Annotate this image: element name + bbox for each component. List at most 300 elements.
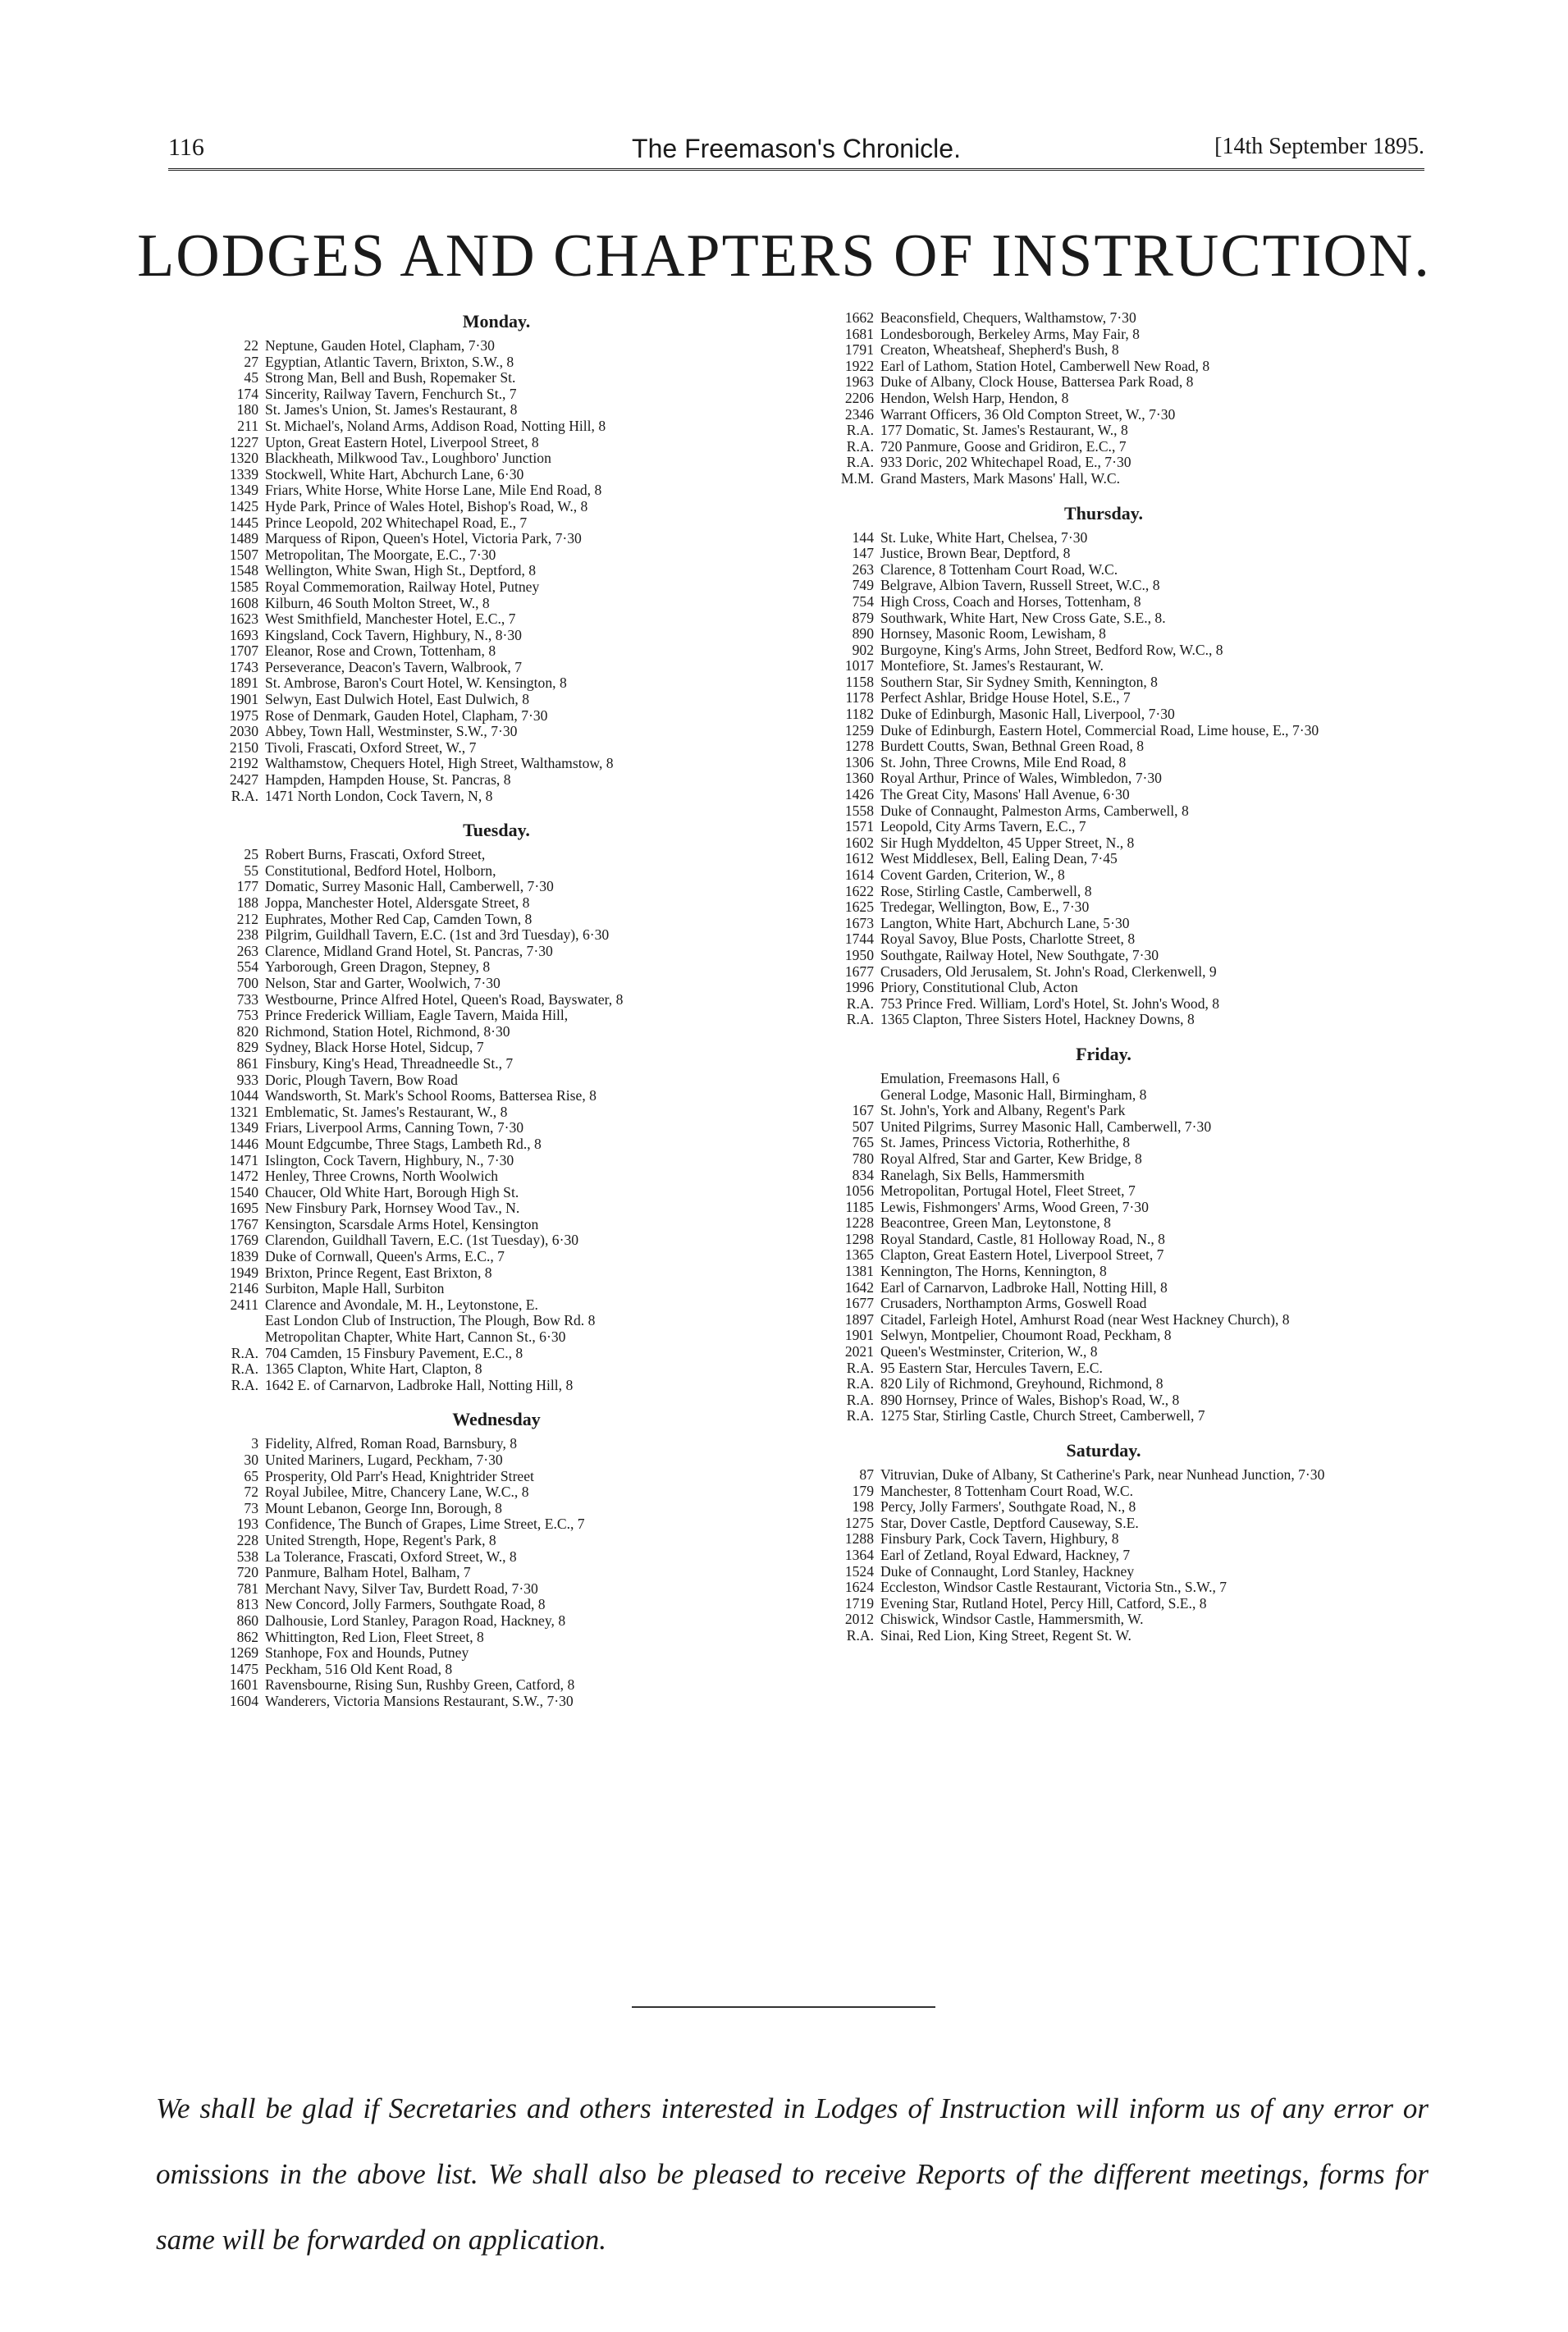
lodge-details: Constitutional, Bedford Hotel, Holborn, <box>265 862 496 879</box>
lodge-entry <box>217 1484 775 1501</box>
lodge-number: 1719 <box>844 1594 874 1612</box>
lodge-entry <box>217 547 775 564</box>
lodge-entry <box>217 1694 775 1710</box>
lodge-entry <box>833 755 1374 771</box>
lodge-number: 834 <box>852 1166 874 1183</box>
lodge-details: Warrant Officers, 36 Old Compton Street, W., 7·30 <box>880 405 1176 423</box>
lodge-entry <box>217 756 775 772</box>
lodge-entry <box>833 1247 1374 1264</box>
lodge-number: 538 <box>236 1548 258 1565</box>
lodge-details: Selwyn, East Dulwich Hotel, East Dulwich, 8 <box>265 691 530 708</box>
lodge-details: Westbourne, Prince Alfred Hotel, Queen's Road, Bayswater, 8 <box>265 990 624 1008</box>
lodge-entry <box>217 370 775 386</box>
lodge-details: Sir Hugh Myddelton, 45 Upper Street, N., 8 <box>880 834 1135 851</box>
lodge-details: Kilburn, 46 South Molton Street, W., 8 <box>265 594 490 611</box>
lodge-number <box>833 1087 880 1104</box>
lodge-details: Rose, Stirling Castle, Camberwell, 8 <box>880 882 1092 899</box>
lodge-number: 813 <box>236 1596 258 1613</box>
lodge-details: Prosperity, Old Parr's Head, Knightrider Street <box>265 1467 534 1484</box>
lodge-number: 1185 <box>845 1198 874 1215</box>
lodge-number: 1585 <box>229 578 258 595</box>
lodge-entry <box>217 418 775 435</box>
lodge-details: Egyptian, Atlantic Tavern, Brixton, S.W., 8 <box>265 353 514 370</box>
lodge-entry <box>217 1200 775 1217</box>
lodge-entry <box>833 867 1374 884</box>
lodge-number: 1182 <box>845 706 874 723</box>
lodge-details: Doric, Plough Tavern, Bow Road <box>265 1071 458 1088</box>
lodge-number: 1320 <box>229 450 258 467</box>
lodge-details: Burgoyne, King's Arms, John Street, Bedford Row, W.C., 8 <box>880 641 1223 658</box>
lodge-details: Belgrave, Albion Tavern, Russell Street, W.C., 8 <box>880 577 1160 594</box>
lodge-details: Stockwell, White Hart, Abchurch Lane, 6·30 <box>265 465 524 482</box>
lodge-entry <box>217 847 775 863</box>
lodge-details: Londesborough, Berkeley Arms, May Fair, 8 <box>880 325 1140 342</box>
lodge-number: 1622 <box>844 882 874 899</box>
lodge-number: 1681 <box>844 325 874 342</box>
lodge-number: 1950 <box>844 946 874 963</box>
lodge-details: Friars, Liverpool Arms, Canning Town, 7·30 <box>265 1119 524 1136</box>
tuesday-list <box>217 847 775 1393</box>
lodge-details: Duke of Connaught, Lord Stanley, Hackney <box>880 1562 1135 1580</box>
lodge-number: 1278 <box>844 738 874 755</box>
lodge-number: 188 <box>236 894 258 911</box>
lodge-entry <box>217 1313 775 1329</box>
lodge-number: 174 <box>236 385 258 402</box>
lodge-details: Nelson, Star and Garter, Woolwich, 7·30 <box>265 974 501 991</box>
lodge-details: St. Michael's, Noland Arms, Addison Road, Notting Hill, 8 <box>265 417 606 434</box>
lodge-details: Yarborough, Green Dragon, Stepney, 8 <box>265 958 491 976</box>
lodge-number: 507 <box>852 1118 874 1135</box>
lodge-details: Grand Masters, Mark Masons' Hall, W.C. <box>880 469 1120 487</box>
lodge-details: Richmond, Station Hotel, Richmond, 8·30 <box>265 1022 510 1040</box>
lodge-details: Clarendon, Guildhall Tavern, E.C. (1st Tuesday), 6·30 <box>265 1232 579 1249</box>
lodge-number: 1602 <box>844 834 874 851</box>
lodge-details: Tivoli, Frascati, Oxford Street, W., 7 <box>265 738 477 756</box>
lodge-entry <box>833 562 1374 578</box>
lodge-entry <box>833 642 1374 659</box>
lodge-number: 1695 <box>229 1200 258 1217</box>
lodge-details: Sydney, Black Horse Hotel, Sidcup, 7 <box>265 1039 484 1056</box>
lodge-entry <box>217 708 775 725</box>
lodge-details: Langton, White Hart, Abchurch Lane, 5·30 <box>880 914 1130 931</box>
lodge-number: 1472 <box>229 1168 258 1185</box>
lodge-details: Chiswick, Windsor Castle, Hammersmith, W. <box>880 1611 1144 1628</box>
lodge-entry <box>217 1378 775 1394</box>
lodge-number: 1604 <box>229 1692 258 1709</box>
running-title: The Freemason's Chronicle. <box>632 134 961 163</box>
lodge-entry <box>833 916 1374 932</box>
lodge-number: 2427 <box>229 771 258 789</box>
lodge-details: Southwark, White Hart, New Cross Gate, S.E., 8. <box>880 609 1166 626</box>
lodge-number: 2346 <box>844 405 874 423</box>
lodge-details: Wanderers, Victoria Mansions Restaurant, S.W., 7·30 <box>265 1692 574 1709</box>
lodge-details: Kensington, Scarsdale Arms Hotel, Kensington <box>265 1215 539 1232</box>
lodge-details: Earl of Lathom, Station Hotel, Camberwell New Road, 8 <box>880 357 1210 374</box>
lodge-number: R.A. <box>846 1359 874 1376</box>
lodge-details: United Mariners, Lugard, Peckham, 7·30 <box>265 1452 503 1468</box>
lodge-number: 1524 <box>844 1562 874 1580</box>
lodge-number: 22 <box>244 337 258 354</box>
lodge-number: R.A. <box>231 1376 258 1393</box>
lodge-number: 144 <box>852 528 874 546</box>
lodge-number: 1791 <box>844 341 874 359</box>
lodge-details: 820 Lily of Richmond, Greyhound, Richmond, 8 <box>880 1375 1163 1392</box>
lodge-number: R.A. <box>846 995 874 1012</box>
lodge-details: Finsbury Park, Cock Tavern, Highbury, 8 <box>880 1530 1119 1548</box>
lodge-details: Royal Arthur, Prince of Wales, Wimbledon, 7·30 <box>880 770 1162 787</box>
day-heading-monday: Monday. <box>462 311 531 332</box>
lodge-details: Earl of Zetland, Royal Edward, Hackney, 7 <box>880 1546 1131 1563</box>
lodge-entry <box>217 435 775 451</box>
lodge-number: 1321 <box>229 1103 258 1120</box>
lodge-details: United Pilgrims, Surrey Masonic Hall, Camberwell, 7·30 <box>880 1118 1212 1135</box>
lodge-details: Friars, White Horse, White Horse Lane, Mile End Road, 8 <box>265 482 602 499</box>
lodge-entry <box>833 407 1374 423</box>
lodge-details: Walthamstow, Chequers Hotel, High Street, Walthamstow, 8 <box>265 755 614 772</box>
lodge-details: New Concord, Jolly Farmers, Southgate Road, 8 <box>265 1596 546 1613</box>
lodge-entry <box>833 738 1374 755</box>
lodge-details: St. James's Union, St. James's Restaurant, 8 <box>265 401 518 418</box>
lodge-details: Panmure, Balham Hotel, Balham, 7 <box>265 1564 471 1581</box>
lodge-entry <box>833 1012 1374 1028</box>
lodge-number: 1625 <box>844 899 874 916</box>
lodge-number: 1178 <box>845 689 874 706</box>
lodge-number: 73 <box>244 1499 258 1516</box>
lodge-entry <box>833 1628 1374 1644</box>
lodge-number: 1624 <box>844 1579 874 1596</box>
lodge-details: Rose of Denmark, Gauden Hotel, Clapham, 7·30 <box>265 706 548 724</box>
lodge-details: Hampden, Hampden House, St. Pancras, 8 <box>265 771 511 789</box>
lodge-entry <box>217 724 775 740</box>
lodge-number: 1677 <box>844 963 874 980</box>
lodge-details: Henley, Three Crowns, North Woolwich <box>265 1168 499 1185</box>
lodge-number: 861 <box>236 1054 258 1072</box>
lodge-details: St. Luke, White Hart, Chelsea, 7·30 <box>880 528 1088 546</box>
lodge-number: 1693 <box>229 626 258 643</box>
lodge-details: Blackheath, Milkwood Tav., Loughboro' Junction <box>265 450 551 467</box>
lodge-details: Metropolitan, The Moorgate, E.C., 7·30 <box>265 546 496 563</box>
lodge-number: 1360 <box>844 770 874 787</box>
lodge-details: Duke of Albany, Clock House, Battersea Park Road, 8 <box>880 373 1194 391</box>
lodge-details: 1365 Clapton, Three Sisters Hotel, Hackney Downs, 8 <box>880 1011 1195 1028</box>
lodge-number: 1446 <box>229 1135 258 1152</box>
lodge-details: Strong Man, Bell and Bush, Ropemaker St. <box>265 369 516 386</box>
lodge-number: 1558 <box>844 802 874 819</box>
lodge-entry <box>217 1501 775 1517</box>
lodge-number: R.A. <box>231 1360 258 1378</box>
lodge-details: Mount Lebanon, George Inn, Borough, 8 <box>265 1499 502 1516</box>
lodge-entry <box>217 1120 775 1136</box>
lodge-details: 95 Eastern Star, Hercules Tavern, E.C. <box>880 1359 1103 1376</box>
lodge-number: 765 <box>852 1134 874 1151</box>
lodge-details: Beaconsfield, Chequers, Walthamstow, 7·30 <box>880 309 1136 326</box>
lodge-entry <box>217 515 775 532</box>
lodge-entry <box>217 1249 775 1265</box>
lodge-entry <box>833 835 1374 852</box>
lodge-entry <box>833 1312 1374 1328</box>
lodge-entry <box>833 423 1374 439</box>
day-heading-wednesday: Wednesday <box>452 1409 541 1430</box>
lodge-details: Metropolitan Chapter, White Hart, Cannon St., 6·30 <box>265 1328 566 1346</box>
lodge-details: Upton, Great Eastern Hotel, Liverpool Street, 8 <box>265 433 539 450</box>
lodge-number: 1298 <box>844 1230 874 1247</box>
lodge-number: 554 <box>236 958 258 976</box>
lodge-entry <box>833 1548 1374 1564</box>
lodge-details: Manchester, 8 Tottenham Court Road, W.C. <box>880 1482 1134 1499</box>
lodge-details: Burdett Coutts, Swan, Bethnal Green Road, 8 <box>880 738 1145 755</box>
lodge-details: West Smithfield, Manchester Hotel, E.C., 7 <box>265 610 516 628</box>
lodge-details: Star, Dover Castle, Deptford Causeway, S.E. <box>880 1514 1139 1531</box>
lodge-number: 1642 <box>844 1278 874 1296</box>
lodge-details: 1642 E. of Carnarvon, Ladbroke Hall, Notting Hill, 8 <box>265 1376 574 1393</box>
lodge-number: 87 <box>859 1466 874 1483</box>
lodge-number: 781 <box>236 1580 258 1597</box>
lodge-details: Abbey, Town Hall, Westminster, S.W., 7·30 <box>265 723 518 740</box>
lodge-number: 1426 <box>844 786 874 803</box>
lodge-details: Selwyn, Montpelier, Choumont Road, Peckham, 8 <box>880 1327 1172 1344</box>
lodge-number: 2206 <box>844 389 874 406</box>
lodge-entry <box>217 628 775 644</box>
lodge-details: Pilgrim, Guildhall Tavern, E.C. (1st and 3rd Tuesday), 6·30 <box>265 926 610 944</box>
lodge-entry <box>833 1408 1374 1424</box>
lodge-details: Crusaders, Old Jerusalem, St. John's Road, Clerkenwell, 9 <box>880 963 1217 980</box>
day-heading-saturday: Saturday. <box>1066 1440 1141 1461</box>
lodge-number: R.A. <box>231 1344 258 1361</box>
lodge-entry <box>833 787 1374 803</box>
lodge-entry <box>833 391 1374 407</box>
lodge-number: 147 <box>852 545 874 562</box>
lodge-number: R.A. <box>846 422 874 439</box>
lodge-entry <box>833 674 1374 691</box>
lodge-number: 733 <box>236 990 258 1008</box>
lodge-entry <box>217 1265 775 1282</box>
lodge-number: 1743 <box>229 658 258 675</box>
lodge-details: Royal Jubilee, Mitre, Chancery Lane, W.C., 8 <box>265 1484 529 1501</box>
lodge-entry <box>217 1630 775 1646</box>
lodge-number: 1349 <box>229 482 258 499</box>
lodge-number: 1365 <box>844 1246 874 1264</box>
lodge-details: Stanhope, Fox and Hounds, Putney <box>265 1644 469 1662</box>
lodge-details: Tredegar, Wellington, Bow, E., 7·30 <box>880 899 1090 916</box>
lodge-entry <box>833 690 1374 706</box>
lodge-number: 1364 <box>844 1546 874 1563</box>
lodge-details: Confidence, The Bunch of Grapes, Lime Street, E.C., 7 <box>265 1516 585 1533</box>
lodge-number: 860 <box>236 1612 258 1629</box>
lodge-number: 179 <box>852 1482 874 1499</box>
article-title: LODGES AND CHAPTERS OF INSTRUCTION. <box>137 222 1431 290</box>
lodge-details: Royal Commemoration, Railway Hotel, Putney <box>265 578 540 595</box>
lodge-details: St. Ambrose, Baron's Court Hotel, W. Kensington, 8 <box>265 674 567 692</box>
lodge-entry <box>217 692 775 708</box>
lodge-number: 1471 <box>229 1151 258 1168</box>
day-heading-tuesday: Tuesday. <box>463 820 530 841</box>
lodge-entry <box>833 1200 1374 1216</box>
lodge-number: 167 <box>852 1102 874 1119</box>
lodge-entry <box>217 1452 775 1469</box>
lodge-number: 2012 <box>844 1611 874 1628</box>
lodge-entry <box>217 402 775 418</box>
lodge-entry <box>217 1297 775 1314</box>
lodge-number: 749 <box>852 577 874 594</box>
lodge-number <box>217 1313 265 1329</box>
editorial-notice: We shall be glad if Secretaries and others interested in Lodges of Instruction will inform us of any error or omissions in the above list. We shall also be pleased to receive Reports of the different meetings, forms for same will be forwarded on application. <box>156 2092 1429 2256</box>
lodge-entry <box>217 740 775 757</box>
lodge-details: Prince Leopold, 202 Whitechapel Road, E., 7 <box>265 514 528 531</box>
lodge-details: Robert Burns, Frascati, Oxford Street, <box>265 846 486 863</box>
lodge-number: R.A. <box>846 1391 874 1408</box>
lodge-number: 1922 <box>844 357 874 374</box>
lodge-entry <box>217 912 775 928</box>
lodge-number: 1445 <box>229 514 258 531</box>
lodge-details: St. John, Three Crowns, Mile End Road, 8 <box>880 753 1127 770</box>
friday-list <box>833 1071 1374 1424</box>
lodge-number: 1891 <box>229 674 258 692</box>
lodge-number: 933 <box>236 1071 258 1088</box>
lodge-number: 1306 <box>844 753 874 770</box>
lodge-details: Duke of Edinburgh, Eastern Hotel, Commercial Road, Lime house, E., 7·30 <box>880 721 1319 738</box>
section-divider <box>632 2006 935 2008</box>
lodge-entry <box>833 1531 1374 1548</box>
lodge-number: 1601 <box>229 1676 258 1694</box>
lodge-details: Islington, Cock Tavern, Highbury, N., 7·30 <box>265 1151 514 1168</box>
lodge-entry <box>833 884 1374 900</box>
lodge-entry <box>833 546 1374 562</box>
lodge-number <box>833 1071 880 1087</box>
lodge-details: Sincerity, Railway Tavern, Fenchurch St., 7 <box>265 385 517 402</box>
lodge-details: St. John's, York and Albany, Regent's Park <box>880 1102 1126 1119</box>
lodge-number: 1623 <box>229 610 258 628</box>
lodge-entry <box>833 1296 1374 1312</box>
lodge-entry <box>833 819 1374 835</box>
lodge-entry <box>833 980 1374 996</box>
lodge-number: 1275 <box>844 1514 874 1531</box>
lodge-number: 700 <box>236 974 258 991</box>
lodge-number: 1662 <box>844 309 874 326</box>
lodge-number: 25 <box>244 846 258 863</box>
lodge-details: Finsbury, King's Head, Threadneedle St., 7 <box>265 1054 514 1072</box>
lodge-number: 879 <box>852 609 874 626</box>
lodge-details: Wandsworth, St. Mark's School Rooms, Battersea Rise, 8 <box>265 1087 597 1104</box>
lodge-details: Percy, Jolly Farmers', Southgate Road, N., 8 <box>880 1498 1136 1516</box>
lodge-details: 1365 Clapton, White Hart, Clapton, 8 <box>265 1360 482 1378</box>
lodge-number: 1507 <box>229 546 258 563</box>
lodge-number: 1897 <box>844 1310 874 1328</box>
lodge-entry <box>833 1516 1374 1532</box>
lodge-details: The Great City, Masons' Hall Avenue, 6·30 <box>880 786 1130 803</box>
lodge-number: 1612 <box>844 850 874 867</box>
lodge-number: 902 <box>852 641 874 658</box>
lodge-number: 1571 <box>844 818 874 835</box>
lodge-number: 65 <box>244 1467 258 1484</box>
lodge-number: 177 <box>236 878 258 895</box>
lodge-details: Prince Frederick William, Eagle Tavern, Maida Hill, <box>265 1007 569 1024</box>
lodge-entry <box>217 789 775 805</box>
lodge-number: R.A. <box>846 437 874 455</box>
lodge-number: 2146 <box>229 1280 258 1297</box>
lodge-number: 753 <box>236 1007 258 1024</box>
lodge-entry <box>833 1580 1374 1596</box>
lodge-details: La Tolerance, Frascati, Oxford Street, W., 8 <box>265 1548 517 1565</box>
lodge-entry <box>217 863 775 880</box>
lodge-entry <box>217 499 775 515</box>
monday-list <box>217 338 775 804</box>
wednesday-list <box>217 1436 775 1709</box>
lodge-entry <box>833 1168 1374 1184</box>
lodge-details: Peckham, 516 Old Kent Road, 8 <box>265 1660 453 1677</box>
lodge-details: Southgate, Railway Hotel, New Southgate, 7·30 <box>880 946 1159 963</box>
lodge-number: 1227 <box>229 433 258 450</box>
lodge-entry <box>217 1613 775 1630</box>
lodge-number: 1901 <box>844 1327 874 1344</box>
lodge-number: R.A. <box>846 1011 874 1028</box>
lodge-entry <box>217 927 775 944</box>
lodge-details: Sinai, Red Lion, King Street, Regent St. W. <box>880 1626 1131 1644</box>
lodge-entry <box>217 1581 775 1598</box>
lodge-entry <box>833 1360 1374 1377</box>
lodge-number: 30 <box>244 1452 258 1468</box>
day-heading-thursday: Thursday. <box>1064 502 1143 524</box>
lodge-entry <box>833 1328 1374 1344</box>
lodge-entry <box>217 772 775 789</box>
lodge-details: Evening Star, Rutland Hotel, Percy Hill, Catford, S.E., 8 <box>880 1594 1207 1612</box>
lodge-details: Brixton, Prince Regent, East Brixton, 8 <box>265 1264 492 1281</box>
lodge-number: 263 <box>852 560 874 578</box>
lodge-number: 1548 <box>229 562 258 579</box>
lodge-entry <box>217 467 775 483</box>
lodge-details: Hendon, Welsh Harp, Hendon, 8 <box>880 389 1069 406</box>
lodge-number: 820 <box>236 1022 258 1040</box>
lodge-number: 45 <box>244 369 258 386</box>
lodge-number: 1975 <box>229 706 258 724</box>
page-number: 116 <box>168 134 204 161</box>
lodge-number: 1949 <box>229 1264 258 1281</box>
lodge-entry <box>217 354 775 371</box>
lodge-entry <box>217 1168 775 1185</box>
lodge-details: Covent Garden, Criterion, W., 8 <box>880 866 1065 883</box>
lodge-details: Merchant Navy, Silver Tav, Burdett Road, 7·30 <box>265 1580 538 1597</box>
lodge-entry <box>217 1232 775 1249</box>
lodge-details: New Finsbury Park, Hornsey Wood Tav., N. <box>265 1200 520 1217</box>
lodge-details: General Lodge, Masonic Hall, Birmingham, 8 <box>880 1086 1147 1103</box>
lodge-entry <box>833 964 1374 981</box>
lodge-entry <box>217 1329 775 1346</box>
lodge-number: 1228 <box>844 1214 874 1232</box>
day-heading-friday: Friday. <box>1076 1043 1131 1064</box>
lodge-details: Montefiore, St. James's Restaurant, W. <box>880 657 1104 674</box>
lodge-entry <box>833 706 1374 723</box>
lodge-entry <box>217 675 775 692</box>
lodge-details: Justice, Brown Bear, Deptford, 8 <box>880 545 1071 562</box>
lodge-details: Queen's Westminster, Criterion, W., 8 <box>880 1343 1098 1360</box>
lodge-entry <box>833 1596 1374 1612</box>
lodge-entry <box>833 455 1374 471</box>
lodge-entry <box>217 611 775 628</box>
lodge-number: 198 <box>852 1498 874 1516</box>
lodge-details: Priory, Constitutional Club, Acton <box>880 979 1078 996</box>
lodge-number: 1839 <box>229 1248 258 1265</box>
right-column <box>833 310 1374 1644</box>
lodge-entry <box>217 1185 775 1201</box>
lodge-details: United Strength, Hope, Regent's Park, 8 <box>265 1531 496 1548</box>
lodge-details: Domatic, Surrey Masonic Hall, Camberwell, 7·30 <box>265 878 554 895</box>
lodge-entry <box>833 1612 1374 1628</box>
lodge-entry <box>217 1645 775 1662</box>
lodge-entry <box>217 1008 775 1024</box>
lodge-number: 228 <box>236 1531 258 1548</box>
lodge-details: Emblematic, St. James's Restaurant, W., 8 <box>265 1103 508 1120</box>
lodge-entry <box>217 959 775 976</box>
lodge-entry <box>833 374 1374 391</box>
